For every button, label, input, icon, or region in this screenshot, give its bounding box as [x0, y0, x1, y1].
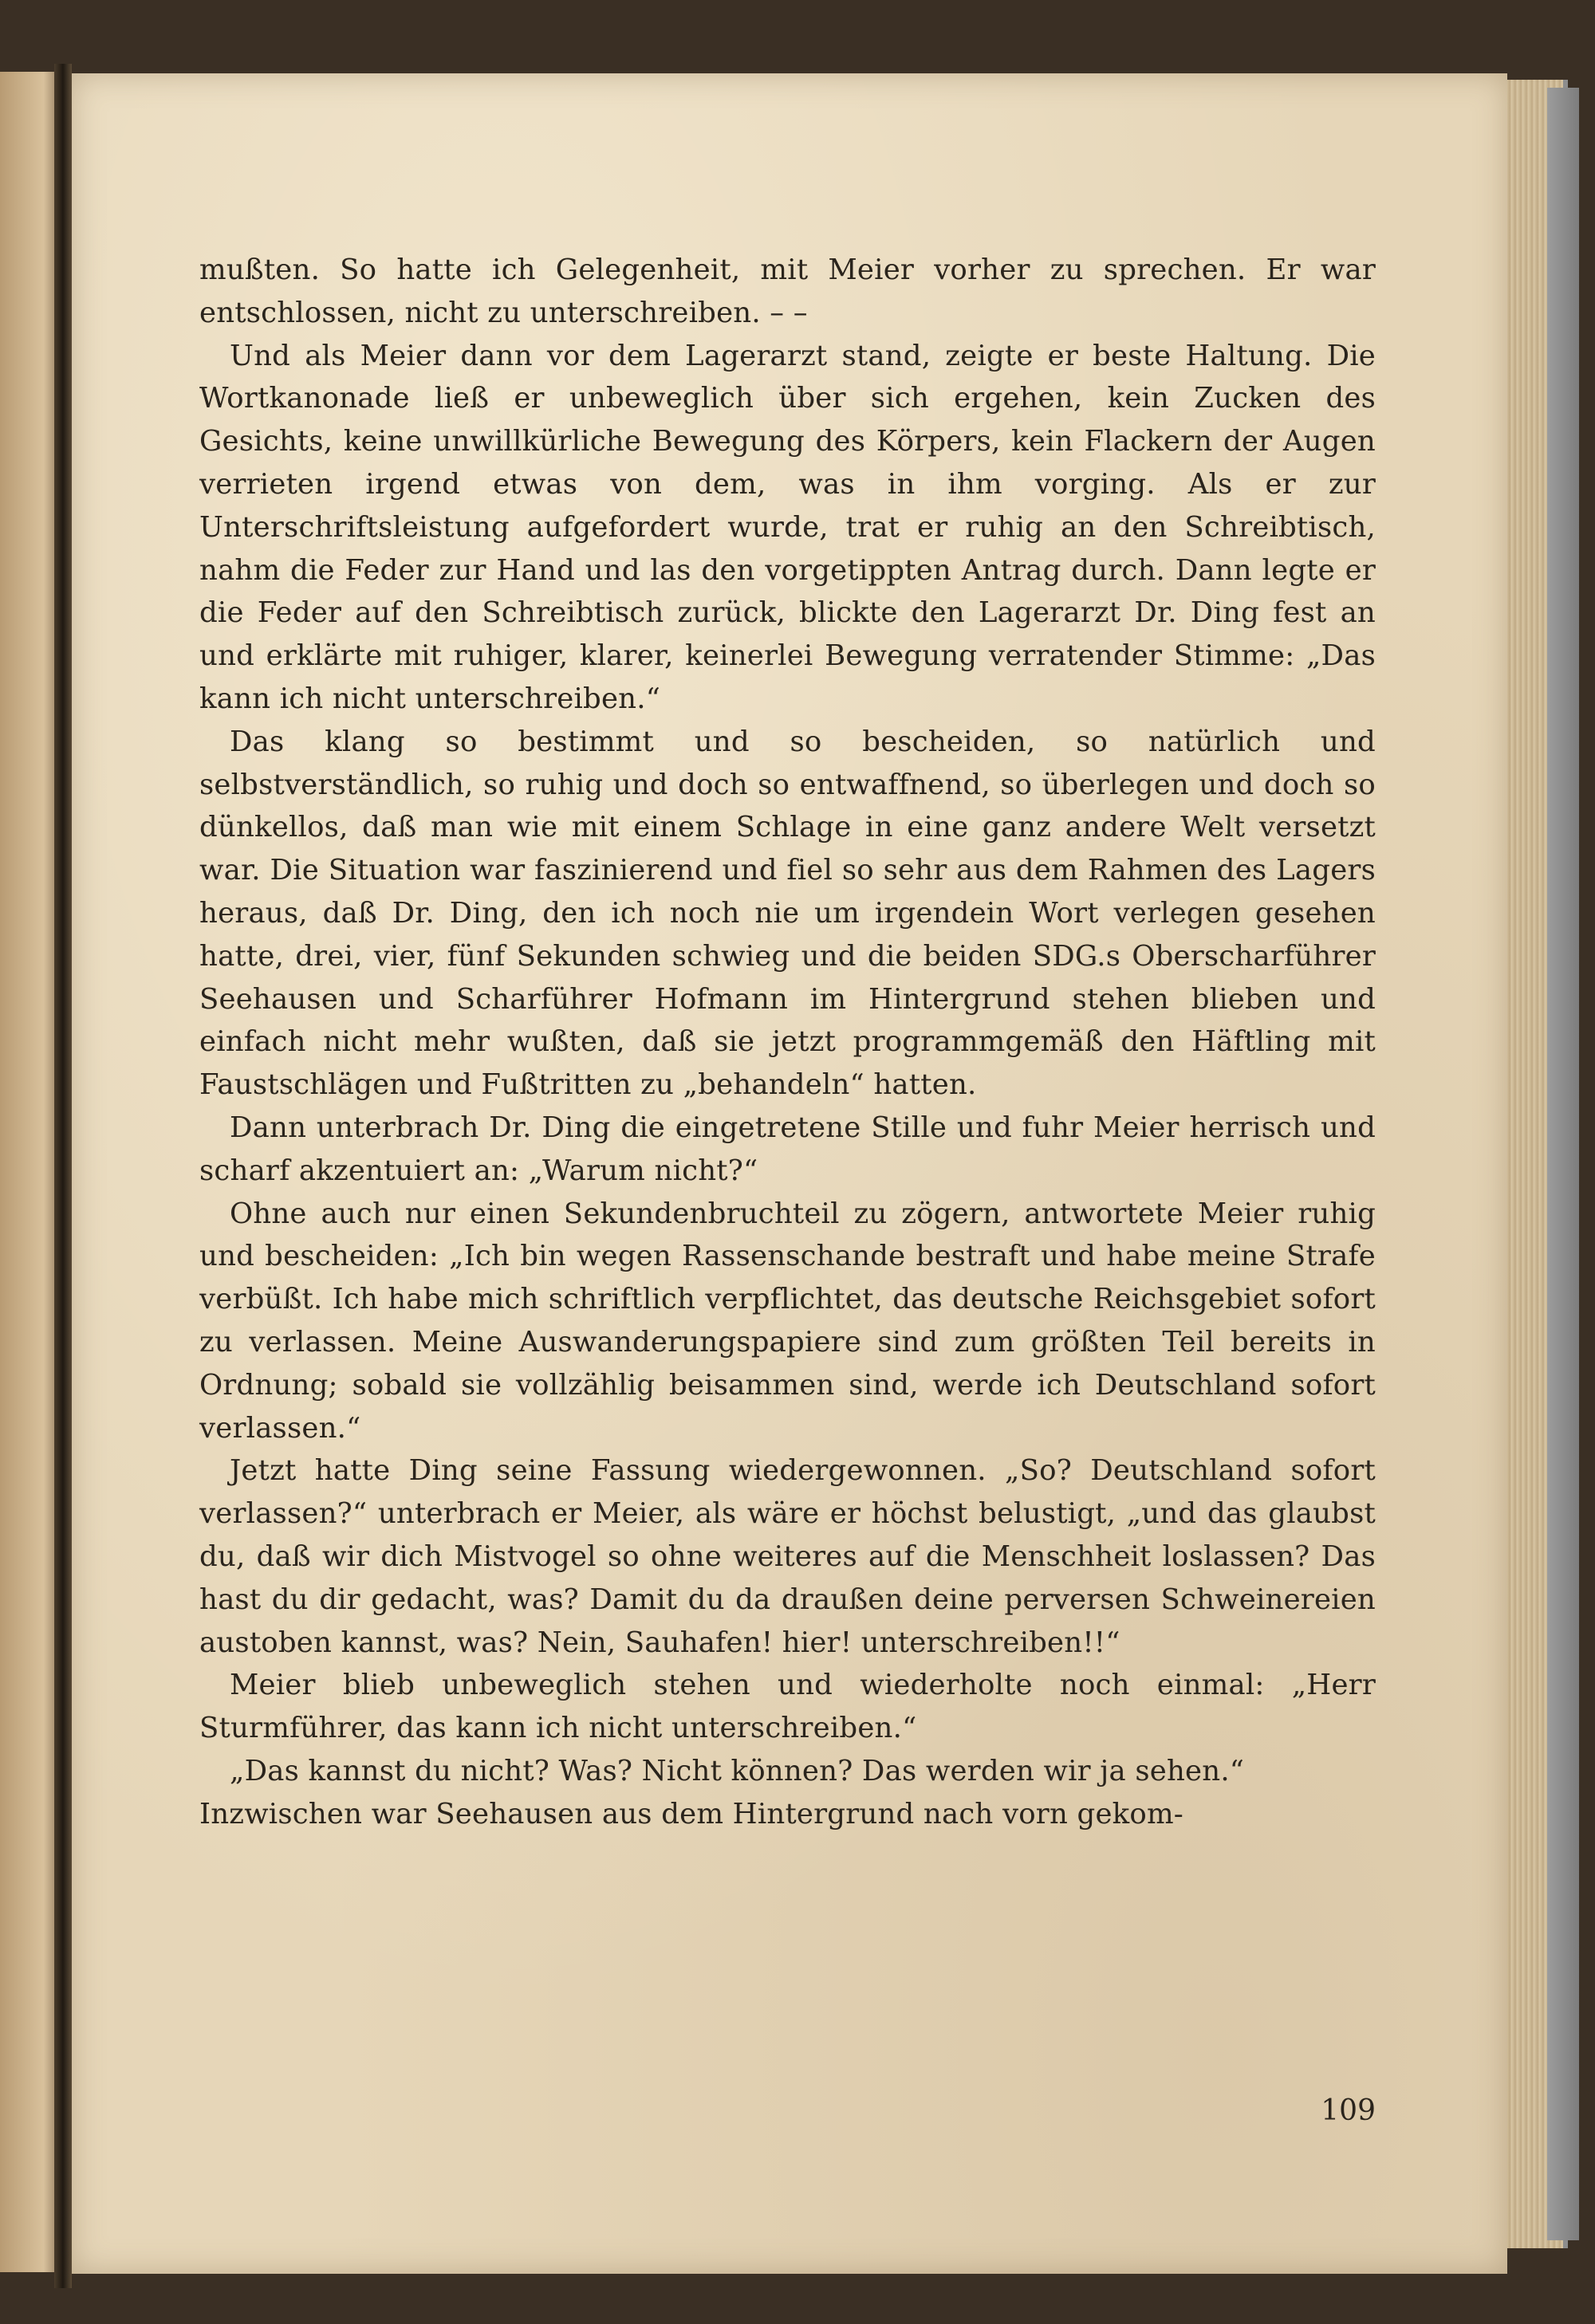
paragraph-9: Inzwischen war Seehausen aus dem Hintergrund nach vorn gekom-	[199, 1797, 1184, 1830]
cover-edge	[1547, 88, 1579, 2240]
book-page	[72, 73, 1507, 2274]
page-number: 109	[1321, 2094, 1376, 2127]
paragraph-3: Das klang so bestimmt und so bescheiden, so natürlich und selbstverständlich, so ruhig und doch so entwaffnend, so überlegen und doch so dünkellos, daß man wie mit einem Schlage in eine ganz andere Welt versetzt war. Die Situation war faszinierend und fiel so sehr aus dem Rahmen des Lagers heraus, daß Dr. Ding, den ich noch nie um irgendein Wort verlegen gesehen hatte, drei, vier, fünf Sekunden schwieg und die beiden SDG.s Oberscharführer Seehausen und Scharführer Hofmann im Hintergrund stehen blieben und einfach nicht mehr wußten, daß sie jetzt programmgemäß den Häftling mit Faustschlägen und Fußtritten zu „behandeln“ hatten.	[199, 725, 1376, 1102]
paragraph-1: mußten. So hatte ich Gelegenheit, mit Meier vorher zu sprechen. Er war entschlossen, nicht zu unterschreiben. – –	[199, 254, 1376, 329]
book-gutter	[54, 64, 72, 2288]
paragraph-7: Meier blieb unbeweglich stehen und wiederholte noch einmal: „Herr Sturmführer, das kann ich nicht unterschreiben.“	[199, 1669, 1376, 1745]
body-text	[199, 249, 1376, 1835]
paragraph-4: Dann unterbrach Dr. Ding die eingetretene Stille und fuhr Meier herrisch und scharf akzentuiert an: „Warum nicht?“	[199, 1111, 1376, 1187]
facing-page-edge	[0, 72, 62, 2272]
paragraph-2: Und als Meier dann vor dem Lagerarzt stand, zeigte er beste Haltung. Die Wortkanonade ließ er unbeweglich über sich ergehen, kein Zucken des Gesichts, keine unwillkürliche Bewegung des Körpers, kein Flackern der Augen verrieten irgend etwas von dem, was in ihm vorging. Als er zur Unterschriftsleistung aufgefordert wurde, trat er ruhig an den Schreibtisch, nahm die Feder zur Hand und las den vorgetippten Antrag durch. Dann legte er die Feder auf den Schreibtisch zurück, blickte den Lagerarzt Dr. Ding fest an und erklärte mit ruhiger, klarer, keinerlei Bewegung verratender Stimme: „Das kann ich nicht unterschreiben.“	[199, 339, 1376, 715]
paragraph-6: Jetzt hatte Ding seine Fassung wiedergewonnen. „So? Deutschland sofort verlassen?“ unterbrach er Meier, als wäre er höchst belustigt, „und das glaubst du, daß wir dich Mistvogel so ohne weiteres auf die Menschheit loslassen? Das hast du dir gedacht, was? Damit du da draußen deine perversen Schweinereien austoben kannst, was? Nein, Sauhafen! hier! unterschreiben!!“	[199, 1454, 1376, 1659]
paragraph-5: Ohne auch nur einen Sekundenbruchteil zu zögern, antwortete Meier ruhig und bescheiden: „Ich bin wegen Rassenschande bestraft und habe meine Strafe verbüßt. Ich habe mich schriftlich verpflichtet, das deutsche Reichsgebiet sofort zu verlassen. Meine Auswanderungspapiere sind zum größten Teil bereits in Ordnung; sobald sie vollzählig beisammen sind, werde ich Deutschland sofort verlassen.“	[199, 1197, 1376, 1445]
paragraph-8: „Das kannst du nicht? Was? Nicht können? Das werden wir ja sehen.“	[230, 1754, 1245, 1787]
